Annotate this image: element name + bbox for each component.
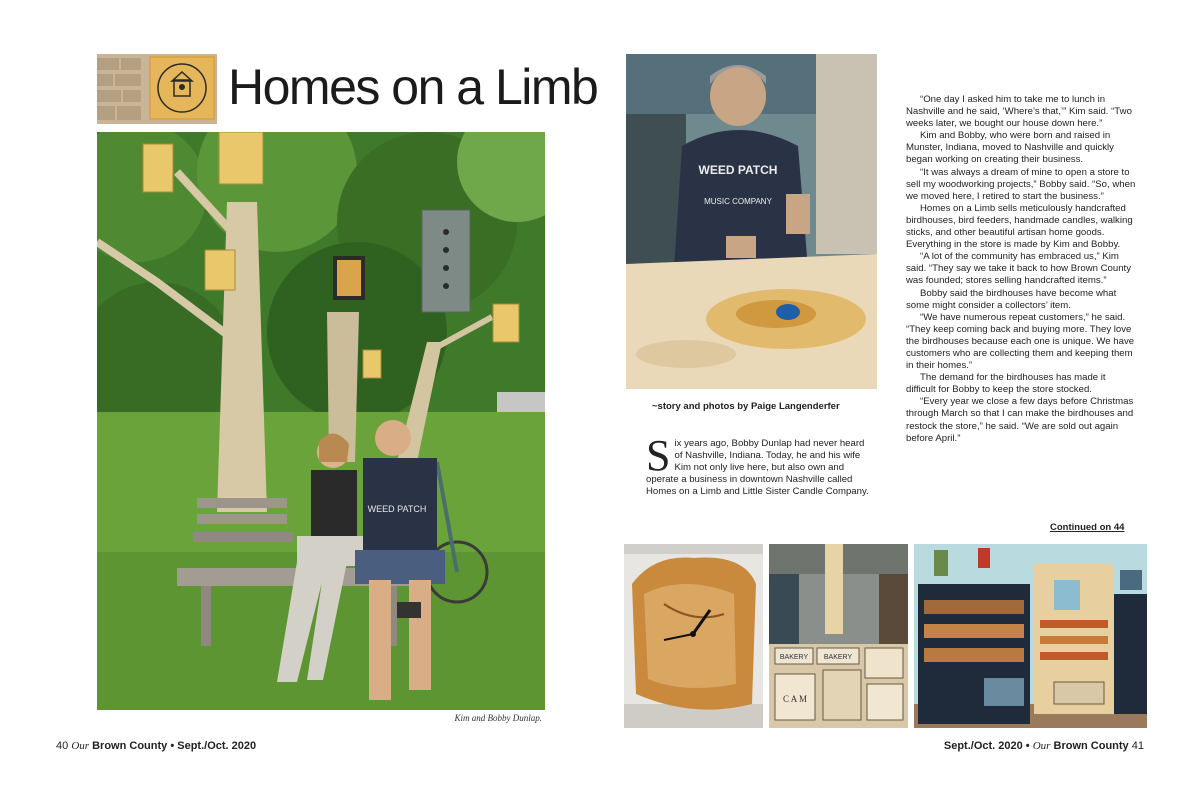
store-interior-signs-photo — [769, 544, 908, 728]
story-paragraph: “A lot of the community has embraced us,” Kim said. “They say we take it back to how Brown County was founded; stores selling handcrafted items.” — [906, 251, 1132, 287]
continued-link[interactable]: Continued on 44 — [1050, 522, 1125, 533]
story-paragraph: Homes on a Limb sells meticulously handcrafted birdhouses, bird feeders, handmade candles, walking sticks, and other beautiful artisan home goods. Everything in the store is made by Kim and Bobby. — [906, 202, 1133, 251]
sign-label: BAKERY — [823, 654, 853, 661]
bobby-woodworking-photo — [626, 54, 877, 389]
magazine-script-word: Our — [71, 740, 90, 752]
page-number-left: 40 — [56, 740, 69, 752]
drop-cap: S — [646, 431, 671, 480]
story-paragraph: “We have numerous repeat customers,” he said. “They keep coming back and buying more. They love the birdhouses because each one is unique. We have customers who are collecting them and keeping them in their homes.” — [906, 311, 1135, 372]
wood-slab-clock-photo — [624, 544, 763, 728]
folio-left — [56, 740, 256, 752]
svg-text:WEED PATCH: WEED PATCH — [698, 163, 778, 177]
store-shelves-photo — [914, 544, 1147, 728]
svg-text:WEED PATCH: WEED PATCH — [367, 504, 427, 514]
magazine-script-word: Our — [1032, 740, 1051, 752]
issue-date: • Sept./Oct. 2020 — [170, 740, 257, 752]
story-paragraph: “One day I asked him to take me to lunch in Nashville and he said, ‘Where’s that,’” Kim said. “Two weeks later, we bought our house down here.” — [906, 94, 1132, 130]
folio-right — [944, 740, 1144, 752]
intro-paragraph — [646, 431, 874, 498]
story-paragraph: Kim and Bobby, who were born and raised in Munster, Indiana, moved to Nashville and quickly began working on creating their business. — [906, 130, 1114, 166]
sign-label: BAKERY — [779, 654, 809, 661]
intro-column — [646, 431, 874, 498]
couple-under-birdhouses-photo — [97, 132, 545, 710]
page-number-right: 41 — [1131, 740, 1144, 752]
svg-text:MUSIC COMPANY: MUSIC COMPANY — [704, 197, 772, 206]
article-byline: ~story and photos by Paige Langenderfer — [652, 401, 840, 412]
logo-sign-photo — [97, 54, 217, 124]
sign-label: C A M — [782, 694, 808, 704]
story-paragraph: “Every year we close a few days before Christmas through March so that I can make the birdhouses and restock the store,” he said. “We are sold out again before April.” — [906, 396, 1134, 444]
magazine-name: Brown County — [92, 740, 168, 752]
story-paragraph: The demand for the birdhouses has made it difficult for Bobby to keep the store stocked. — [906, 372, 1106, 396]
article-title: Homes on a Limb — [228, 59, 598, 115]
issue-date: Sept./Oct. 2020 • — [943, 740, 1030, 752]
story-column — [906, 94, 1136, 445]
magazine-name: Brown County — [1053, 740, 1129, 752]
story-paragraph: Bobby said the birdhouses have become what some might consider a collectors’ item. — [906, 287, 1117, 311]
photo-caption: Kim and Bobby Dunlap. — [454, 713, 542, 723]
intro-text: ix years ago, Bobby Dunlap had never heard of Nashville, Indiana. Today, he and his wife Kim not only live here, but also own and operate a business in downtown Nashville called Homes on a Limb and Little Sister Candle Company. — [646, 438, 869, 498]
story-paragraph: “It was always a dream of mine to open a store to sell my woodworking projects,” Bobby said. “So, when we moved here, I retired to start the business.” — [906, 166, 1136, 202]
